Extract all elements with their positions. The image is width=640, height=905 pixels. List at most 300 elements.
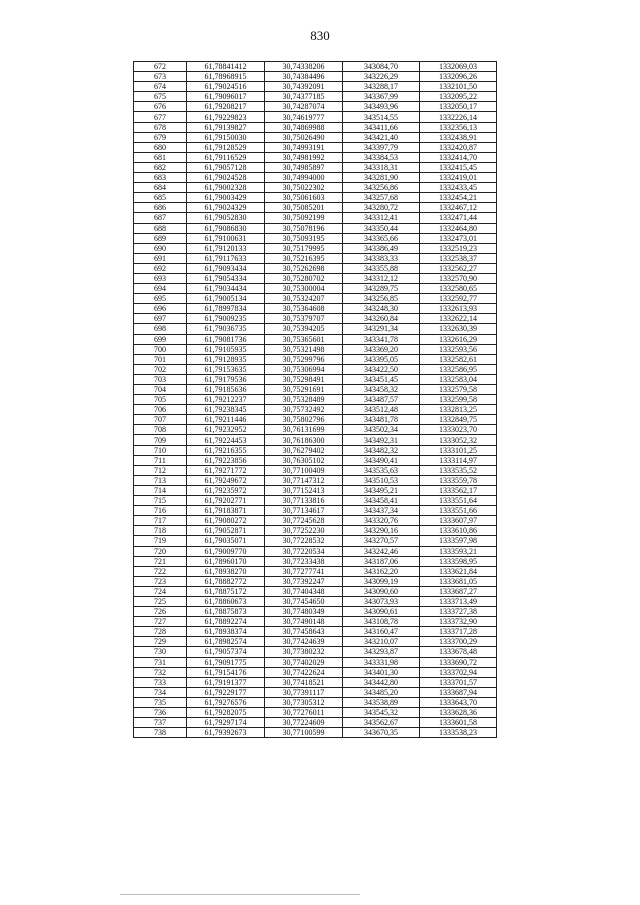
longitude-cell: 30,75262698 [265, 263, 343, 273]
longitude-cell: 30,74384496 [265, 72, 343, 82]
longitude-cell: 30,75093195 [265, 233, 343, 243]
table-row [134, 506, 497, 516]
y-coordinate-cell: 1333690,72 [420, 657, 497, 667]
longitude-cell: 30,75306994 [265, 364, 343, 374]
latitude-cell: 61,79081736 [187, 334, 265, 344]
point-number-cell: 681 [134, 152, 187, 162]
longitude-cell: 30,75022302 [265, 183, 343, 193]
point-number-cell: 689 [134, 233, 187, 243]
latitude-cell: 61,79086830 [187, 223, 265, 233]
longitude-cell: 30,77454650 [265, 596, 343, 606]
x-coordinate-cell: 343670,35 [343, 728, 420, 738]
y-coordinate-cell: 1333551,66 [420, 506, 497, 516]
point-number-cell: 709 [134, 435, 187, 445]
point-number-cell: 699 [134, 334, 187, 344]
x-coordinate-cell: 343331,98 [343, 657, 420, 667]
y-coordinate-cell: 1333535,52 [420, 465, 497, 475]
latitude-cell: 61,79216355 [187, 445, 265, 455]
table-row [134, 213, 497, 223]
latitude-cell: 61,79002328 [187, 183, 265, 193]
x-coordinate-cell: 343320,76 [343, 516, 420, 526]
y-coordinate-cell: 1332095,22 [420, 92, 497, 102]
point-number-cell: 676 [134, 102, 187, 112]
x-coordinate-cell: 343341,78 [343, 334, 420, 344]
y-coordinate-cell: 1333621,84 [420, 566, 497, 576]
latitude-cell: 61,78938270 [187, 566, 265, 576]
x-coordinate-cell: 343538,89 [343, 697, 420, 707]
longitude-cell: 30,74338206 [265, 62, 343, 72]
table-row [134, 617, 497, 627]
x-coordinate-cell: 343502,34 [343, 425, 420, 435]
point-number-cell: 703 [134, 374, 187, 384]
latitude-cell: 61,79034434 [187, 284, 265, 294]
longitude-cell: 30,77252230 [265, 526, 343, 536]
table-row [134, 485, 497, 495]
point-number-cell: 721 [134, 556, 187, 566]
x-coordinate-cell: 343256,85 [343, 294, 420, 304]
latitude-cell: 61,79232952 [187, 425, 265, 435]
latitude-cell: 61,79392673 [187, 728, 265, 738]
latitude-cell: 61,79183871 [187, 506, 265, 516]
y-coordinate-cell: 1332849,75 [420, 415, 497, 425]
point-number-cell: 674 [134, 82, 187, 92]
coordinates-table [133, 61, 497, 738]
table-row [134, 132, 497, 142]
latitude-cell: 61,79057128 [187, 162, 265, 172]
point-number-cell: 736 [134, 708, 187, 718]
x-coordinate-cell: 343073,93 [343, 596, 420, 606]
latitude-cell: 61,78875172 [187, 586, 265, 596]
longitude-cell: 30,77233438 [265, 556, 343, 566]
x-coordinate-cell: 343318,31 [343, 162, 420, 172]
latitude-cell: 61,79052871 [187, 526, 265, 536]
latitude-cell: 61,79211446 [187, 415, 265, 425]
y-coordinate-cell: 1332586,95 [420, 364, 497, 374]
point-number-cell: 675 [134, 92, 187, 102]
y-coordinate-cell: 1332356,13 [420, 122, 497, 132]
latitude-cell: 61,78882772 [187, 576, 265, 586]
table-row [134, 364, 497, 374]
point-number-cell: 706 [134, 405, 187, 415]
y-coordinate-cell: 1332582,61 [420, 354, 497, 364]
table-row [134, 718, 497, 728]
latitude-cell: 61,79036735 [187, 324, 265, 334]
table-row [134, 112, 497, 122]
longitude-cell: 30,77404348 [265, 586, 343, 596]
table-row [134, 667, 497, 677]
longitude-cell: 30,77391117 [265, 687, 343, 697]
table-row [134, 284, 497, 294]
latitude-cell: 61,79009770 [187, 546, 265, 556]
longitude-cell: 30,74869988 [265, 122, 343, 132]
y-coordinate-cell: 1333713,49 [420, 596, 497, 606]
table-row [134, 243, 497, 253]
longitude-cell: 30,75300004 [265, 284, 343, 294]
y-coordinate-cell: 1332583,04 [420, 374, 497, 384]
y-coordinate-cell: 1332101,50 [420, 82, 497, 92]
longitude-cell: 30,75061603 [265, 193, 343, 203]
longitude-cell: 30,75394205 [265, 324, 343, 334]
latitude-cell: 61,78960170 [187, 556, 265, 566]
x-coordinate-cell: 343256,86 [343, 183, 420, 193]
latitude-cell: 61,79035071 [187, 536, 265, 546]
table-row [134, 233, 497, 243]
latitude-cell: 61,79080272 [187, 516, 265, 526]
table-row [134, 455, 497, 465]
table-row [134, 425, 497, 435]
table-row [134, 142, 497, 152]
latitude-cell: 61,78997834 [187, 304, 265, 314]
point-number-cell: 732 [134, 667, 187, 677]
table-row [134, 354, 497, 364]
point-number-cell: 682 [134, 162, 187, 172]
latitude-cell: 61,79224453 [187, 435, 265, 445]
latitude-cell: 61,79054334 [187, 273, 265, 283]
point-number-cell: 724 [134, 586, 187, 596]
longitude-cell: 30,77305312 [265, 697, 343, 707]
y-coordinate-cell: 1333598,95 [420, 556, 497, 566]
x-coordinate-cell: 343562,67 [343, 718, 420, 728]
x-coordinate-cell: 343383,33 [343, 253, 420, 263]
x-coordinate-cell: 343248,30 [343, 304, 420, 314]
latitude-cell: 61,79105935 [187, 344, 265, 354]
table-row [134, 657, 497, 667]
y-coordinate-cell: 1333687,94 [420, 687, 497, 697]
x-coordinate-cell: 343495,21 [343, 485, 420, 495]
latitude-cell: 61,79185636 [187, 385, 265, 395]
point-number-cell: 693 [134, 273, 187, 283]
latitude-cell: 61,79096017 [187, 92, 265, 102]
longitude-cell: 30,77418521 [265, 677, 343, 687]
table-row [134, 173, 497, 183]
point-number-cell: 683 [134, 173, 187, 183]
table-row [134, 677, 497, 687]
x-coordinate-cell: 343099,19 [343, 576, 420, 586]
x-coordinate-cell: 343369,20 [343, 344, 420, 354]
y-coordinate-cell: 1332593,56 [420, 344, 497, 354]
longitude-cell: 30,77490148 [265, 617, 343, 627]
latitude-cell: 61,79003429 [187, 193, 265, 203]
x-coordinate-cell: 343487,57 [343, 395, 420, 405]
point-number-cell: 673 [134, 72, 187, 82]
x-coordinate-cell: 343458,41 [343, 496, 420, 506]
y-coordinate-cell: 1332226,14 [420, 112, 497, 122]
latitude-cell: 61,79276576 [187, 697, 265, 707]
latitude-cell: 61,78982574 [187, 637, 265, 647]
table-row [134, 607, 497, 617]
y-coordinate-cell: 1332538,37 [420, 253, 497, 263]
y-coordinate-cell: 1333681,05 [420, 576, 497, 586]
longitude-cell: 30,77480349 [265, 607, 343, 617]
point-number-cell: 694 [134, 284, 187, 294]
x-coordinate-cell: 343512,48 [343, 405, 420, 415]
y-coordinate-cell: 1333551,64 [420, 496, 497, 506]
point-number-cell: 728 [134, 627, 187, 637]
point-number-cell: 722 [134, 566, 187, 576]
y-coordinate-cell: 1333607,97 [420, 516, 497, 526]
y-coordinate-cell: 1333023,70 [420, 425, 497, 435]
y-coordinate-cell: 1333700,29 [420, 637, 497, 647]
longitude-cell: 30,75078196 [265, 223, 343, 233]
y-coordinate-cell: 1333601,58 [420, 718, 497, 728]
x-coordinate-cell: 343545,32 [343, 708, 420, 718]
latitude-cell: 61,79297174 [187, 718, 265, 728]
longitude-cell: 30,76279402 [265, 445, 343, 455]
x-coordinate-cell: 343084,70 [343, 62, 420, 72]
longitude-cell: 30,77424639 [265, 637, 343, 647]
table-row [134, 516, 497, 526]
latitude-cell: 61,79052830 [187, 213, 265, 223]
longitude-cell: 30,75179995 [265, 243, 343, 253]
longitude-cell: 30,75364608 [265, 304, 343, 314]
longitude-cell: 30,74993191 [265, 142, 343, 152]
longitude-cell: 30,77277741 [265, 566, 343, 576]
table-row [134, 72, 497, 82]
point-number-cell: 729 [134, 637, 187, 647]
y-coordinate-cell: 1333643,70 [420, 697, 497, 707]
x-coordinate-cell: 343160,47 [343, 627, 420, 637]
latitude-cell: 61,79116529 [187, 152, 265, 162]
table-row [134, 385, 497, 395]
x-coordinate-cell: 343411,66 [343, 122, 420, 132]
latitude-cell: 61,79057374 [187, 647, 265, 657]
point-number-cell: 714 [134, 485, 187, 495]
point-number-cell: 698 [134, 324, 187, 334]
latitude-cell: 61,79238345 [187, 405, 265, 415]
y-coordinate-cell: 1332562,27 [420, 263, 497, 273]
x-coordinate-cell: 343270,57 [343, 536, 420, 546]
table-row [134, 405, 497, 415]
longitude-cell: 30,75280702 [265, 273, 343, 283]
point-number-cell: 738 [134, 728, 187, 738]
latitude-cell: 61,79223856 [187, 455, 265, 465]
x-coordinate-cell: 343485,20 [343, 687, 420, 697]
x-coordinate-cell: 343226,29 [343, 72, 420, 82]
point-number-cell: 711 [134, 455, 187, 465]
point-number-cell: 734 [134, 687, 187, 697]
table-row [134, 253, 497, 263]
x-coordinate-cell: 343260,84 [343, 314, 420, 324]
latitude-cell: 61,79229823 [187, 112, 265, 122]
latitude-cell: 61,79024329 [187, 203, 265, 213]
point-number-cell: 715 [134, 496, 187, 506]
point-number-cell: 704 [134, 385, 187, 395]
longitude-cell: 30,76131699 [265, 425, 343, 435]
point-number-cell: 672 [134, 62, 187, 72]
point-number-cell: 692 [134, 263, 187, 273]
table-row [134, 637, 497, 647]
y-coordinate-cell: 1333538,23 [420, 728, 497, 738]
latitude-cell: 61,79153635 [187, 364, 265, 374]
point-number-cell: 717 [134, 516, 187, 526]
coordinates-table-body [134, 62, 497, 738]
x-coordinate-cell: 343401,30 [343, 667, 420, 677]
point-number-cell: 731 [134, 657, 187, 667]
footer-divider [120, 894, 360, 895]
longitude-cell: 30,77100599 [265, 728, 343, 738]
latitude-cell: 61,79139827 [187, 122, 265, 132]
y-coordinate-cell: 1332415,45 [420, 162, 497, 172]
x-coordinate-cell: 343490,41 [343, 455, 420, 465]
longitude-cell: 30,75802796 [265, 415, 343, 425]
longitude-cell: 30,74985897 [265, 162, 343, 172]
latitude-cell: 61,79005134 [187, 294, 265, 304]
point-number-cell: 712 [134, 465, 187, 475]
table-row [134, 415, 497, 425]
table-row [134, 273, 497, 283]
table-row [134, 162, 497, 172]
longitude-cell: 30,74994000 [265, 173, 343, 183]
longitude-cell: 30,74392091 [265, 82, 343, 92]
y-coordinate-cell: 1333101,25 [420, 445, 497, 455]
y-coordinate-cell: 1332813,25 [420, 405, 497, 415]
latitude-cell: 61,78875873 [187, 607, 265, 617]
latitude-cell: 61,78968915 [187, 72, 265, 82]
longitude-cell: 30,75026490 [265, 132, 343, 142]
x-coordinate-cell: 343312,12 [343, 273, 420, 283]
x-coordinate-cell: 343367,99 [343, 92, 420, 102]
table-row [134, 314, 497, 324]
table-row [134, 697, 497, 707]
x-coordinate-cell: 343397,79 [343, 142, 420, 152]
table-row [134, 687, 497, 697]
table-row [134, 374, 497, 384]
longitude-cell: 30,75328489 [265, 395, 343, 405]
y-coordinate-cell: 1333610,86 [420, 526, 497, 536]
y-coordinate-cell: 1332622,14 [420, 314, 497, 324]
point-number-cell: 730 [134, 647, 187, 657]
table-row [134, 708, 497, 718]
point-number-cell: 707 [134, 415, 187, 425]
x-coordinate-cell: 343090,60 [343, 586, 420, 596]
x-coordinate-cell: 343162,20 [343, 566, 420, 576]
latitude-cell: 61,79100631 [187, 233, 265, 243]
longitude-cell: 30,76186300 [265, 435, 343, 445]
table-row [134, 62, 497, 72]
table-row [134, 263, 497, 273]
x-coordinate-cell: 343437,34 [343, 506, 420, 516]
y-coordinate-cell: 1332467,12 [420, 203, 497, 213]
point-number-cell: 708 [134, 425, 187, 435]
longitude-cell: 30,77100409 [265, 465, 343, 475]
x-coordinate-cell: 343108,78 [343, 617, 420, 627]
y-coordinate-cell: 1332592,77 [420, 294, 497, 304]
y-coordinate-cell: 1333702,94 [420, 667, 497, 677]
longitude-cell: 30,75365601 [265, 334, 343, 344]
table-row [134, 465, 497, 475]
point-number-cell: 677 [134, 112, 187, 122]
latitude-cell: 61,79212237 [187, 395, 265, 405]
x-coordinate-cell: 343090,61 [343, 607, 420, 617]
x-coordinate-cell: 343281,90 [343, 173, 420, 183]
y-coordinate-cell: 1333727,38 [420, 607, 497, 617]
point-number-cell: 735 [134, 697, 187, 707]
longitude-cell: 30,74287074 [265, 102, 343, 112]
point-number-cell: 720 [134, 546, 187, 556]
table-row [134, 647, 497, 657]
x-coordinate-cell: 343288,17 [343, 82, 420, 92]
latitude-cell: 61,79191377 [187, 677, 265, 687]
longitude-cell: 30,75299796 [265, 354, 343, 364]
point-number-cell: 718 [134, 526, 187, 536]
latitude-cell: 61,79202771 [187, 496, 265, 506]
point-number-cell: 678 [134, 122, 187, 132]
y-coordinate-cell: 1333717,28 [420, 627, 497, 637]
table-row [134, 536, 497, 546]
table-row [134, 586, 497, 596]
point-number-cell: 691 [134, 253, 187, 263]
latitude-cell: 61,78860673 [187, 596, 265, 606]
table-row [134, 546, 497, 556]
point-number-cell: 697 [134, 314, 187, 324]
table-row [134, 344, 497, 354]
table-row [134, 122, 497, 132]
latitude-cell: 61,79128935 [187, 354, 265, 364]
x-coordinate-cell: 343386,49 [343, 243, 420, 253]
y-coordinate-cell: 1333562,17 [420, 485, 497, 495]
table-row [134, 334, 497, 344]
point-number-cell: 684 [134, 183, 187, 193]
y-coordinate-cell: 1332473,01 [420, 233, 497, 243]
y-coordinate-cell: 1333114,97 [420, 455, 497, 465]
point-number-cell: 737 [134, 718, 187, 728]
longitude-cell: 30,77458643 [265, 627, 343, 637]
table-row [134, 223, 497, 233]
point-number-cell: 727 [134, 617, 187, 627]
table-row [134, 596, 497, 606]
longitude-cell: 30,77245628 [265, 516, 343, 526]
longitude-cell: 30,77380232 [265, 647, 343, 657]
latitude-cell: 61,79235972 [187, 485, 265, 495]
longitude-cell: 30,77147312 [265, 475, 343, 485]
point-number-cell: 690 [134, 243, 187, 253]
point-number-cell: 726 [134, 607, 187, 617]
y-coordinate-cell: 1332069,03 [420, 62, 497, 72]
latitude-cell: 61,79093434 [187, 263, 265, 273]
latitude-cell: 61,79249672 [187, 475, 265, 485]
point-number-cell: 702 [134, 364, 187, 374]
x-coordinate-cell: 343210,07 [343, 637, 420, 647]
latitude-cell: 61,79117633 [187, 253, 265, 263]
y-coordinate-cell: 1332580,65 [420, 284, 497, 294]
table-row [134, 526, 497, 536]
longitude-cell: 30,76305102 [265, 455, 343, 465]
y-coordinate-cell: 1332419,01 [420, 173, 497, 183]
longitude-cell: 30,75732492 [265, 405, 343, 415]
table-row [134, 324, 497, 334]
y-coordinate-cell: 1332454,21 [420, 193, 497, 203]
latitude-cell: 61,79179536 [187, 374, 265, 384]
y-coordinate-cell: 1332096,26 [420, 72, 497, 82]
point-number-cell: 688 [134, 223, 187, 233]
x-coordinate-cell: 343355,88 [343, 263, 420, 273]
table-row [134, 728, 497, 738]
y-coordinate-cell: 1333701,57 [420, 677, 497, 687]
table-row [134, 395, 497, 405]
y-coordinate-cell: 1333678,48 [420, 647, 497, 657]
latitude-cell: 61,79120133 [187, 243, 265, 253]
y-coordinate-cell: 1333687,27 [420, 586, 497, 596]
x-coordinate-cell: 343187,06 [343, 556, 420, 566]
longitude-cell: 30,74619777 [265, 112, 343, 122]
x-coordinate-cell: 343421,40 [343, 132, 420, 142]
table-row [134, 445, 497, 455]
y-coordinate-cell: 1332579,58 [420, 385, 497, 395]
longitude-cell: 30,75092199 [265, 213, 343, 223]
x-coordinate-cell: 343257,68 [343, 193, 420, 203]
longitude-cell: 30,77276011 [265, 708, 343, 718]
x-coordinate-cell: 343493,96 [343, 102, 420, 112]
